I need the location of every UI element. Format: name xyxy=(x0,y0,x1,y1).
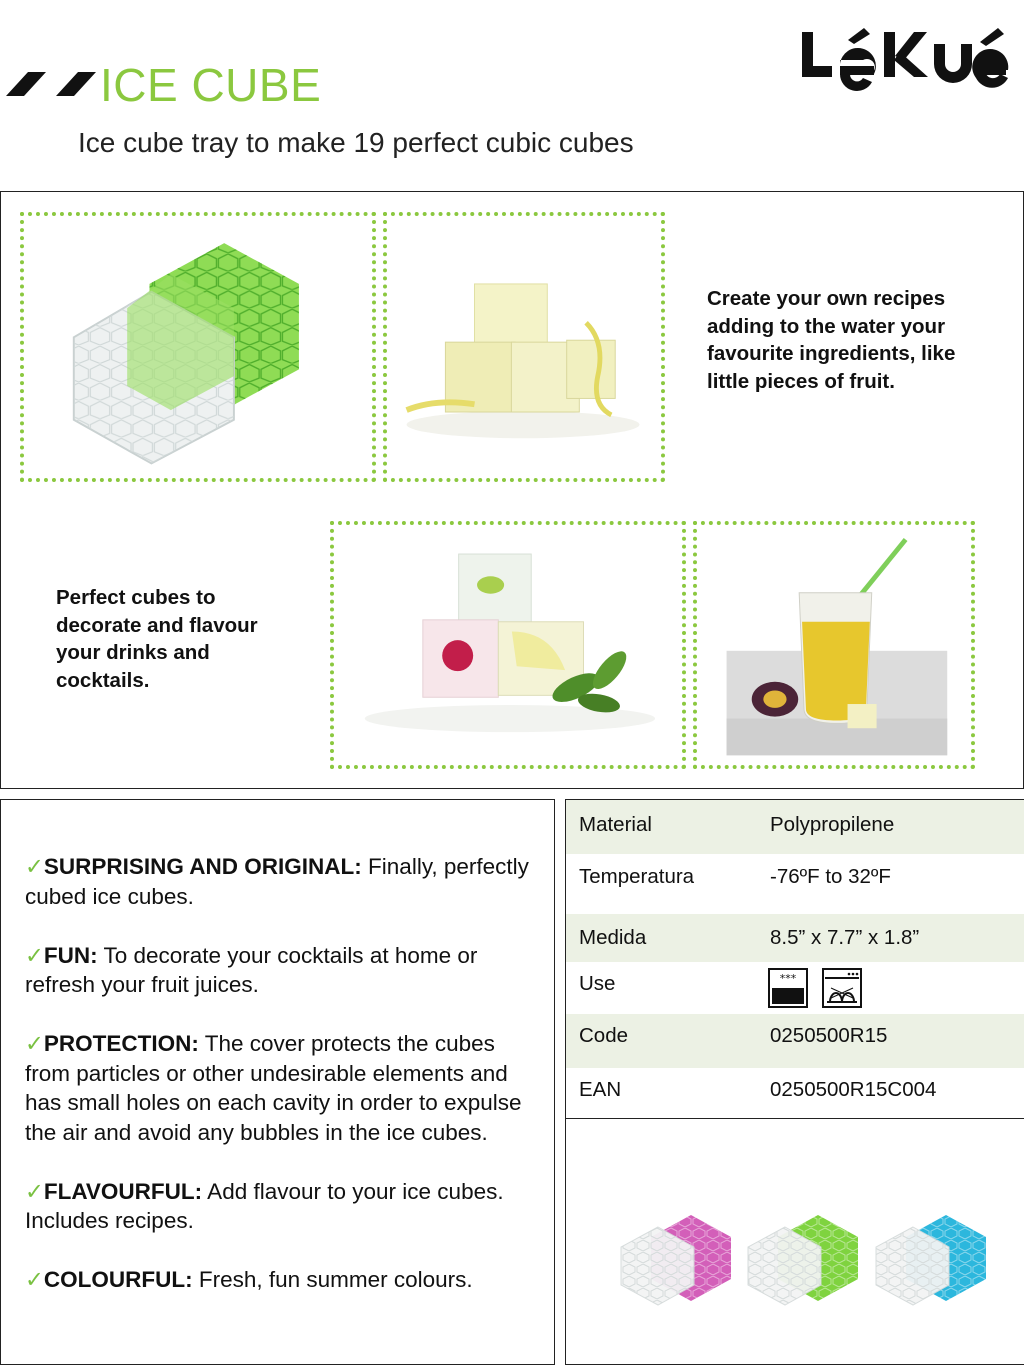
spec-row-material: Material Polypropilene xyxy=(566,800,1024,854)
colour-variants-photo xyxy=(565,1119,1024,1365)
juice-glass-straw-photo xyxy=(693,521,975,769)
brand-logo xyxy=(800,22,1010,94)
header-slash-icon xyxy=(6,70,98,98)
caption-recipes: Create your own recipes adding to the water your favourite ingredients, like little pieces of fruit. xyxy=(707,287,956,393)
svg-text:***: *** xyxy=(779,972,797,985)
ice-cube-trays-photo xyxy=(20,212,376,482)
check-icon: ✓ xyxy=(25,1178,44,1204)
feature-protection: ✓PROTECTION: The cover protects the cubes from particles or other undesirable elements and has small holes on each cavity in order to expulse the air and avoid any bubbles in the ice cubes. xyxy=(25,1031,522,1145)
check-icon: ✓ xyxy=(25,942,44,968)
feature-colourful: ✓COLOURFUL: Fresh, fun summer colours. xyxy=(25,1267,473,1292)
lemon-ice-cubes-photo xyxy=(383,212,665,482)
green-tray xyxy=(748,1215,858,1305)
spec-row-size: Medida 8.5” x 7.7” x 1.8” xyxy=(566,914,1024,962)
page-title: ICE CUBE xyxy=(100,59,322,111)
spec-row-code: Code 0250500R15 xyxy=(566,1014,1024,1068)
dishwasher-icon xyxy=(822,968,862,1008)
blue-tray xyxy=(876,1215,986,1305)
gallery-panel xyxy=(0,191,1024,789)
features-panel xyxy=(0,799,555,1365)
feature-flavourful: ✓FLAVOURFUL: Add flavour to your ice cubes. Includes recipes. xyxy=(25,1178,504,1233)
page-subtitle: Ice cube tray to make 19 perfect cubic cubes xyxy=(78,127,634,158)
spec-row-use: Use *** xyxy=(566,962,1024,1014)
check-icon: ✓ xyxy=(25,1267,44,1292)
check-icon: ✓ xyxy=(25,1031,44,1056)
spec-row-ean: EAN 0250500R15C004 xyxy=(579,1078,937,1101)
fruit-ice-cubes-mint-photo xyxy=(330,521,686,769)
feature-fun: ✓FUN: To decorate your cocktails at home or refresh your fruit juices. xyxy=(25,942,478,997)
specs-table xyxy=(565,799,1024,1119)
check-icon: ✓ xyxy=(25,854,44,879)
spec-row-temperature: Temperatura -76ºF to 32ºF xyxy=(579,865,891,888)
pink-tray xyxy=(621,1215,731,1305)
feature-surprising: ✓SURPRISING AND ORIGINAL: Finally, perfectly cubed ice cubes. xyxy=(25,854,529,909)
caption-decorate: Perfect cubes to decorate and flavour your drinks and cocktails. xyxy=(56,586,258,692)
freezer-icon xyxy=(768,968,808,1008)
